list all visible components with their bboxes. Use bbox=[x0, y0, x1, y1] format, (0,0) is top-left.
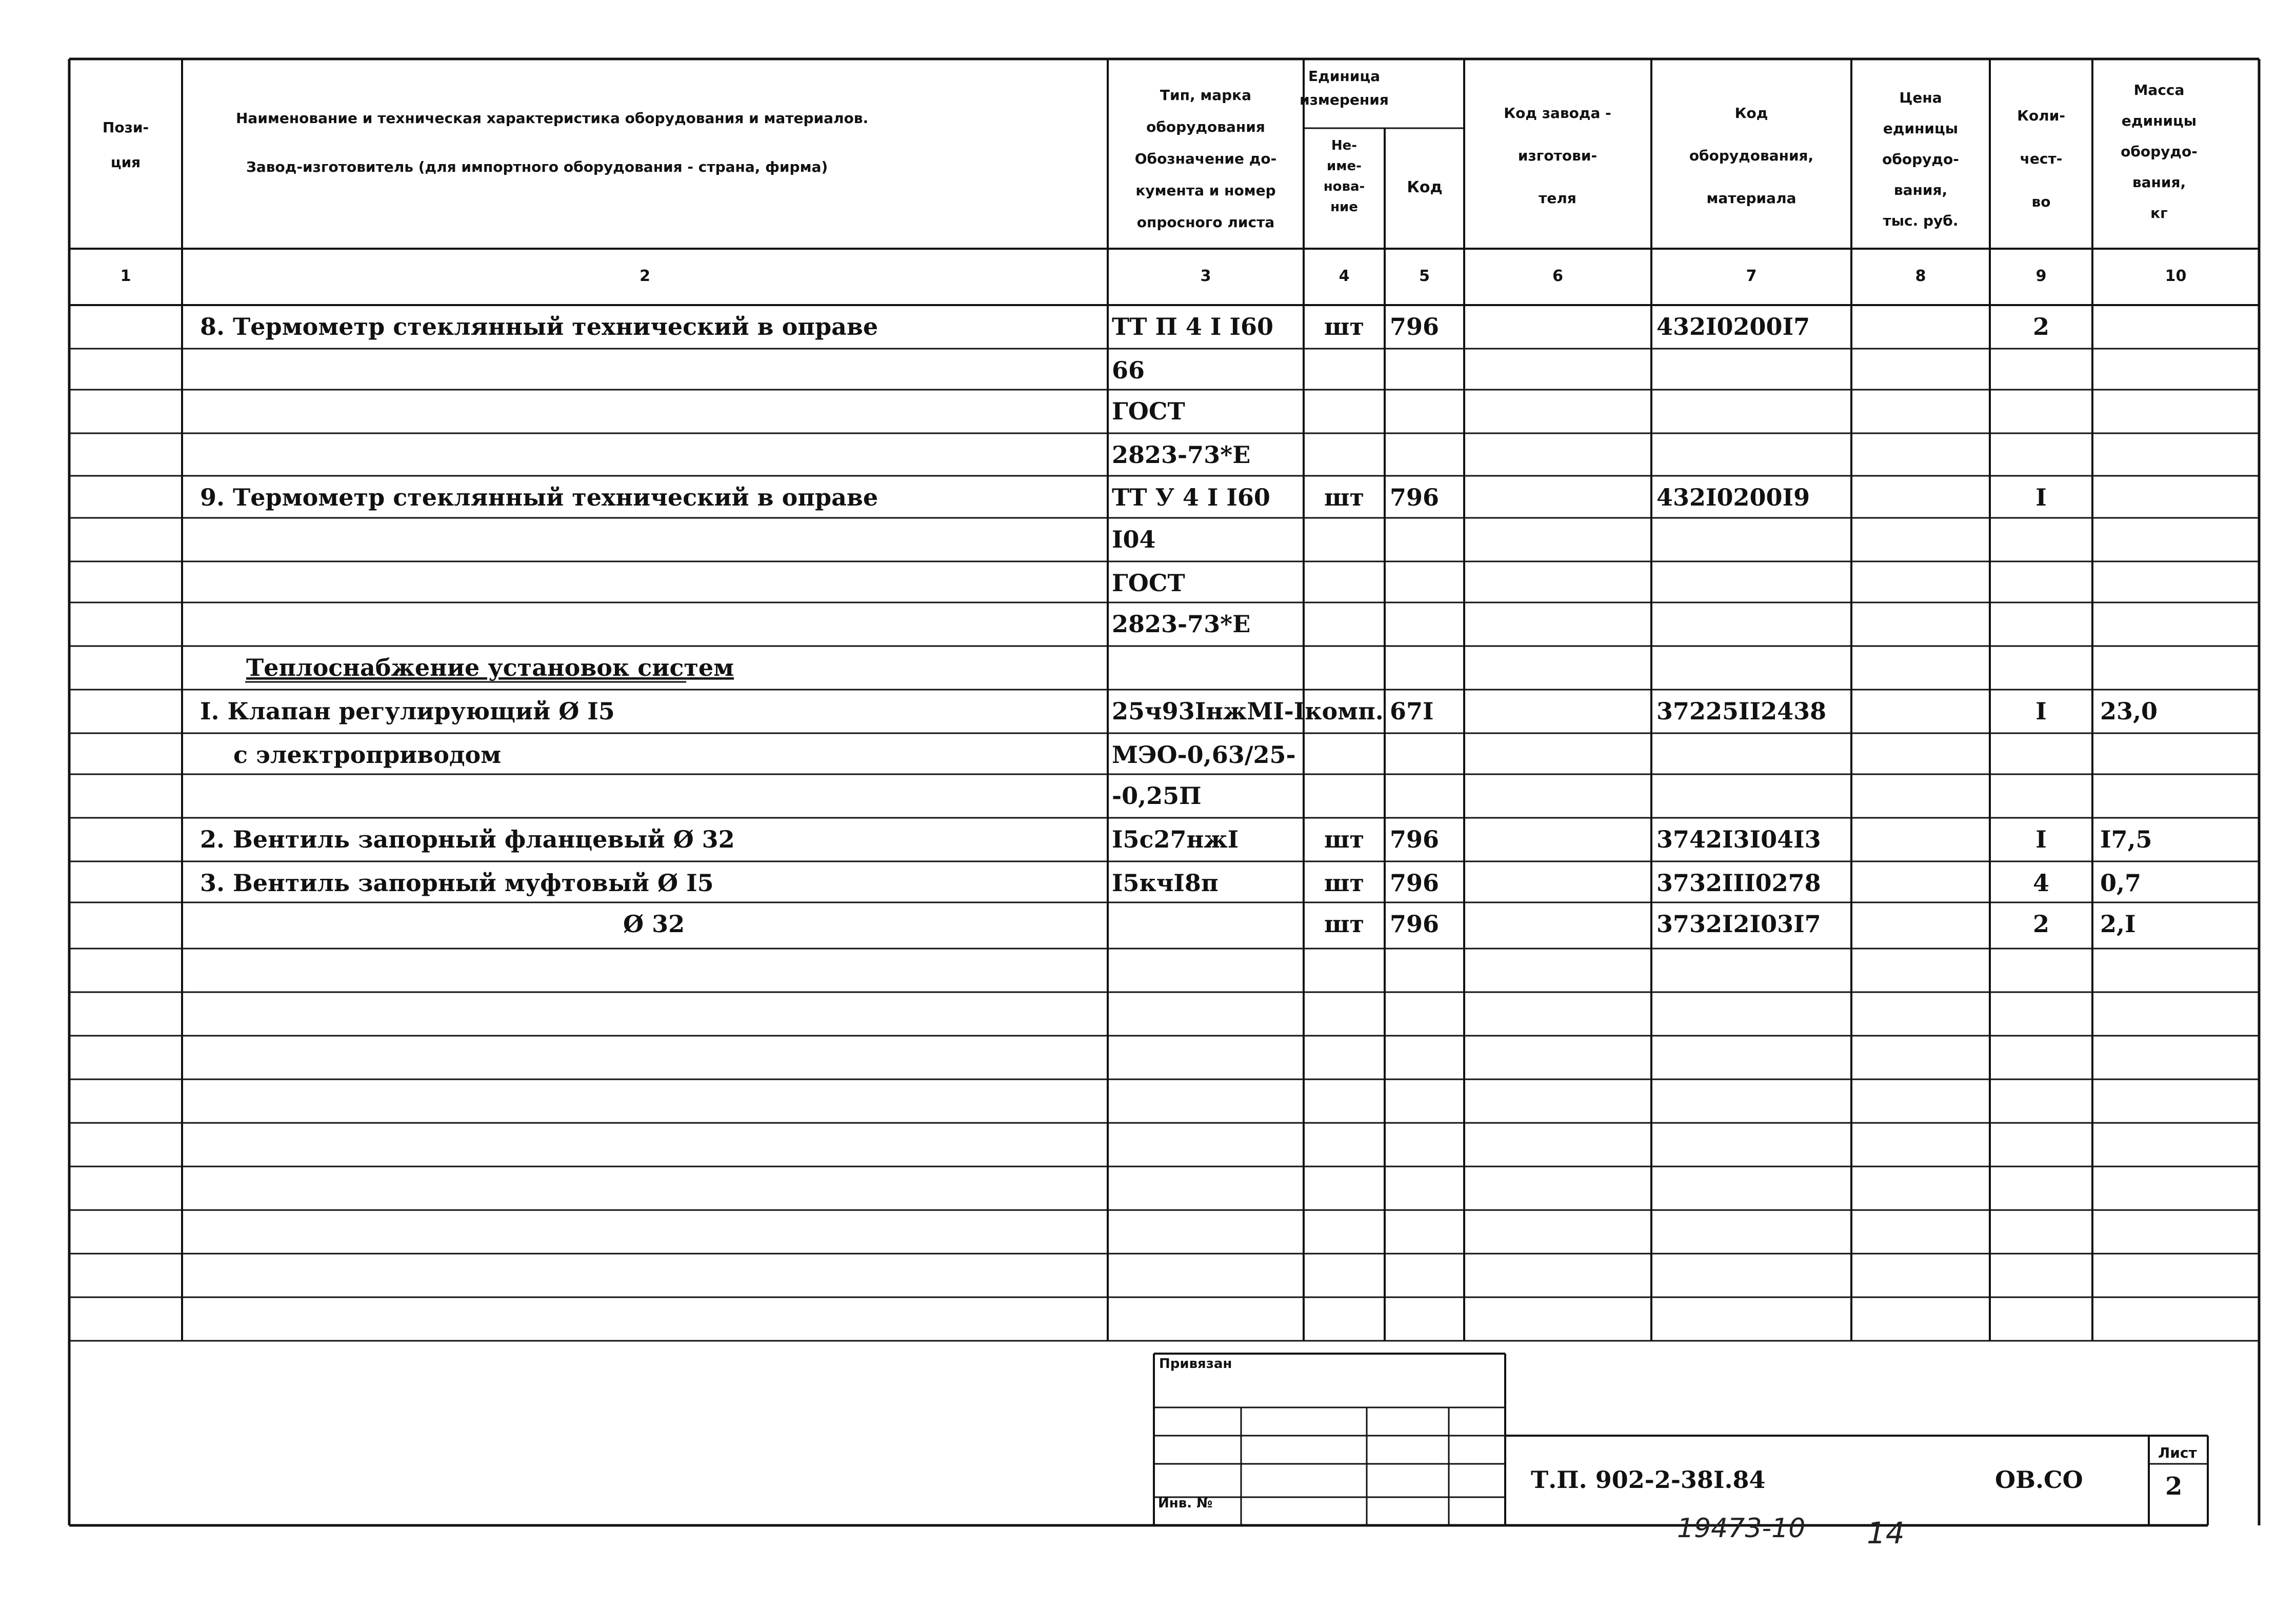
item-type: I04 bbox=[1112, 526, 1156, 553]
table-row bbox=[200, 484, 2047, 511]
item-unit-code: 67I bbox=[1390, 697, 1434, 725]
header-manufacturer-code: изготови- bbox=[1518, 147, 1598, 164]
item-unit: шт bbox=[1324, 825, 1364, 853]
item-type: МЭО-0,63/25- bbox=[1112, 741, 1296, 769]
header-equipment-code: оборудования, bbox=[1689, 147, 1814, 164]
item-type: 25ч93IнжМI-I bbox=[1112, 697, 1305, 725]
header-equipment-code: Код bbox=[1734, 105, 1768, 122]
item-unit: шт bbox=[1324, 484, 1364, 511]
header-manufacturer: Завод-изготовитель (для импортного оборудования - страна, фирма) bbox=[246, 158, 828, 175]
header-mass: вания, bbox=[2132, 174, 2186, 191]
item-type: I5с27нжI bbox=[1112, 825, 1239, 853]
column-number: 2 bbox=[640, 267, 650, 285]
header-mass: оборудо- bbox=[2121, 143, 2198, 160]
item-type: ТТ У 4 I I60 bbox=[1112, 484, 1270, 511]
item-type: 66 bbox=[1112, 356, 1145, 384]
header-manufacturer-code: теля bbox=[1539, 190, 1576, 207]
table-row bbox=[1112, 397, 1185, 425]
document-mark: ОВ.СО bbox=[1995, 1466, 2083, 1494]
table-row bbox=[1112, 356, 1145, 384]
table-row bbox=[245, 654, 734, 682]
handwritten-number: 19473-10 bbox=[1677, 1513, 1806, 1544]
table-row bbox=[1112, 441, 1250, 469]
item-quantity: I bbox=[2035, 697, 2047, 725]
header-type: кумента и номер bbox=[1135, 182, 1276, 199]
header-position: Пози- bbox=[102, 119, 149, 136]
item-equipment-code: 3742I3I04I3 bbox=[1656, 825, 1821, 853]
item-type: -0,25П bbox=[1112, 782, 1202, 810]
column-number: 10 bbox=[2165, 267, 2187, 285]
column-number: 4 bbox=[1339, 267, 1350, 285]
column-number: 1 bbox=[120, 267, 131, 285]
table-row bbox=[1112, 569, 1185, 597]
item-quantity: I bbox=[2035, 825, 2047, 853]
stamp-inv-no: Инв. № bbox=[1158, 1496, 1213, 1511]
header-type: оборудования bbox=[1146, 118, 1265, 135]
item-mass: 2,I bbox=[2100, 910, 2136, 938]
item-quantity: 2 bbox=[2032, 910, 2050, 938]
table-row bbox=[1112, 610, 1250, 638]
header-unit-name: нова- bbox=[1323, 179, 1365, 194]
column-number: 3 bbox=[1200, 267, 1211, 285]
item-unit: комп. bbox=[1305, 697, 1384, 725]
item-equipment-code: 3732I2I03I7 bbox=[1656, 910, 1821, 938]
handwritten-page: 14 bbox=[1867, 1516, 1905, 1550]
header-unit-group: измерения bbox=[1300, 91, 1389, 108]
item-name: Ø 32 bbox=[623, 910, 685, 938]
item-type: I5кчI8п bbox=[1112, 869, 1219, 897]
item-unit: шт bbox=[1324, 869, 1364, 897]
item-unit-code: 796 bbox=[1390, 869, 1440, 897]
item-unit-code: 796 bbox=[1390, 313, 1440, 340]
header-unit-name: име- bbox=[1327, 158, 1362, 174]
column-number: 9 bbox=[2035, 267, 2047, 285]
item-type: ТТ П 4 I I60 bbox=[1112, 313, 1274, 340]
header-unit-group: Единица bbox=[1308, 68, 1380, 85]
table-row bbox=[200, 313, 2049, 340]
stamp-privyazan: Привязан bbox=[1159, 1356, 1232, 1372]
sheet-label: Лист bbox=[2158, 1444, 2197, 1461]
item-quantity: 4 bbox=[2032, 869, 2050, 897]
item-equipment-code: 432I0200I7 bbox=[1656, 313, 1810, 340]
header-quantity: чест- bbox=[2020, 150, 2063, 167]
header-type: опросного листа bbox=[1136, 214, 1275, 231]
item-mass: I7,5 bbox=[2100, 825, 2152, 853]
sheet-number: 2 bbox=[2165, 1472, 2183, 1501]
item-name: 3. Вентиль запорный муфтовый Ø I5 bbox=[200, 869, 714, 897]
table-row bbox=[1112, 782, 1202, 810]
header-equipment-code: материала bbox=[1706, 190, 1796, 207]
header-unit-name: Не- bbox=[1331, 138, 1357, 153]
item-equipment-code: 37225II2438 bbox=[1656, 697, 1827, 725]
table-row bbox=[1112, 526, 1156, 553]
item-equipment-code: 432I0200I9 bbox=[1656, 484, 1810, 511]
column-number: 7 bbox=[1746, 267, 1757, 285]
item-quantity: I bbox=[2035, 484, 2047, 511]
column-number: 8 bbox=[1915, 267, 1926, 285]
header-price: оборудо- bbox=[1882, 151, 1959, 168]
item-name: с электроприводом bbox=[233, 741, 502, 769]
header-price: Цена bbox=[1899, 89, 1942, 106]
item-name: I. Клапан регулирующий Ø I5 bbox=[200, 697, 615, 725]
header-type: Тип, марка bbox=[1160, 87, 1252, 104]
item-equipment-code: 3732III0278 bbox=[1656, 869, 1821, 897]
item-name: 9. Термометр стеклянный технический в оправе bbox=[200, 484, 879, 511]
header-price: вания, bbox=[1893, 182, 1948, 198]
header-name: Наименование и техническая характеристика оборудования и материалов. bbox=[236, 110, 869, 127]
header-quantity: во bbox=[2031, 193, 2051, 210]
column-number: 6 bbox=[1552, 267, 1563, 285]
document-code: Т.П. 902-2-38I.84 bbox=[1531, 1466, 1766, 1494]
header-mass: кг bbox=[2150, 205, 2168, 221]
item-unit-code: 796 bbox=[1390, 825, 1440, 853]
item-type: 2823-73*Е bbox=[1112, 441, 1251, 469]
item-type: 2823-73*Е bbox=[1112, 610, 1251, 638]
item-name: 8. Термометр стеклянный технический в оправе bbox=[200, 313, 879, 340]
header-unit-code: Код bbox=[1407, 178, 1443, 196]
item-type: ГОСТ bbox=[1112, 569, 1185, 597]
header-mass: Масса bbox=[2133, 82, 2185, 98]
header-unit-name: ние bbox=[1330, 199, 1358, 215]
header-type: Обозначение до- bbox=[1134, 150, 1277, 167]
header-quantity: Коли- bbox=[2017, 107, 2065, 124]
item-unit: шт bbox=[1324, 910, 1364, 938]
header-position: ция bbox=[110, 154, 141, 171]
item-unit-code: 796 bbox=[1390, 484, 1440, 511]
header-mass: единицы bbox=[2121, 112, 2197, 129]
header-price: тыс. руб. bbox=[1883, 212, 1959, 229]
header-price: единицы bbox=[1883, 120, 1959, 137]
item-mass: 0,7 bbox=[2100, 869, 2142, 897]
item-name: 2. Вентиль запорный фланцевый Ø 32 bbox=[200, 825, 735, 853]
header-manufacturer-code: Код завода - bbox=[1504, 105, 1611, 122]
item-quantity: 2 bbox=[2032, 313, 2050, 340]
item-unit: шт bbox=[1324, 313, 1364, 340]
item-unit-code: 796 bbox=[1390, 910, 1440, 938]
column-number: 5 bbox=[1419, 267, 1430, 285]
item-type: ГОСТ bbox=[1112, 397, 1185, 425]
item-mass: 23,0 bbox=[2100, 697, 2158, 725]
item-name: Теплоснабжение установок систем bbox=[246, 654, 734, 681]
